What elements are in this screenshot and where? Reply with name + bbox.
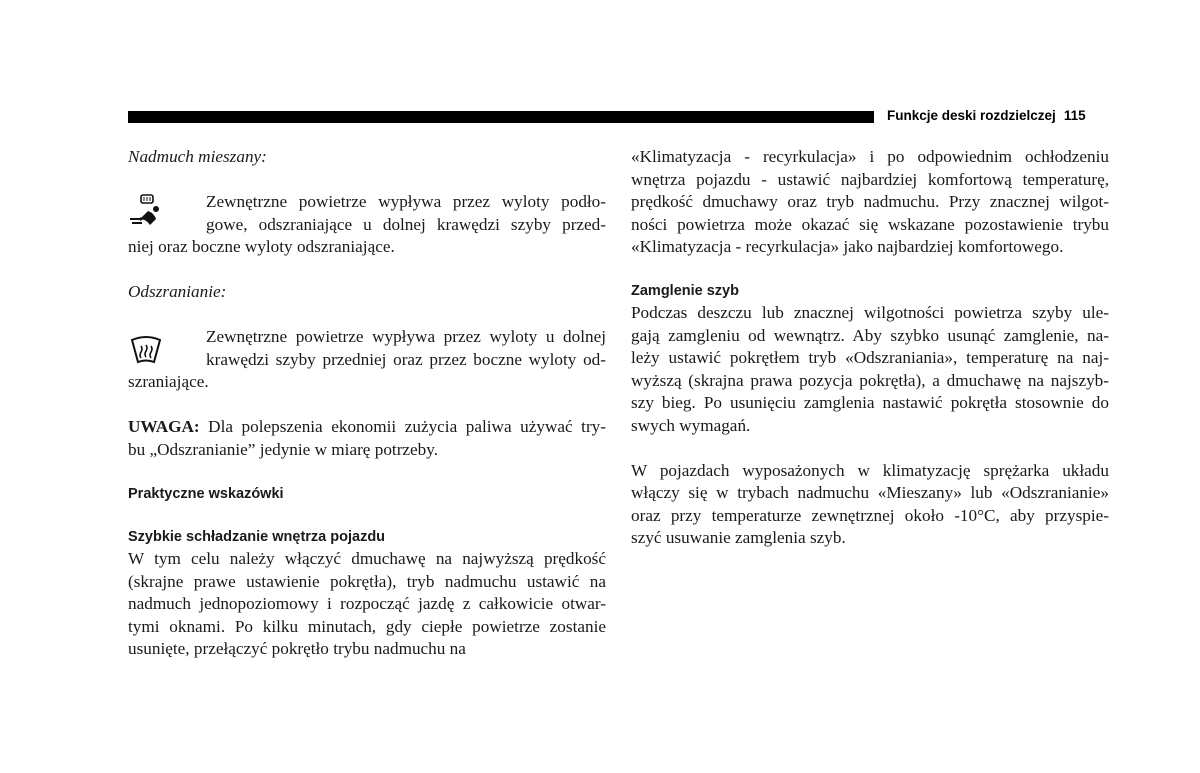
cooling-line-3: nadmuch jednopoziomowy i rozpocząć jazdę z całkowicie otwar- xyxy=(128,594,606,613)
cooling-heading: Szybkie schładzanie wnętrza pojazdu xyxy=(128,529,386,545)
right-column xyxy=(631,146,1109,550)
continuation-paragraph xyxy=(631,146,1109,259)
cooling-line-1: W tym celu należy włączyć dmuchawę na najwyższą prędkość xyxy=(128,549,606,568)
ac-paragraph xyxy=(631,460,1109,550)
fog-line-3: leży ustawić pokrętłem tryb «Odszraniania», temperaturę na naj- xyxy=(631,348,1109,367)
cont-line-4: ności powietrza może okazać się wskazane pozostawienie trybu xyxy=(631,214,1109,234)
fog-heading: Zamglenie szyb xyxy=(631,283,739,299)
fog-line-6: swych wymagań. xyxy=(631,415,751,435)
mixed-line-3: niej oraz boczne wyloty odszraniające. xyxy=(128,237,395,256)
tips-heading: Praktyczne wskazówki xyxy=(128,485,284,502)
mixed-heading: Nadmuch mieszany: xyxy=(128,147,267,166)
windshield-defrost-icon xyxy=(126,332,166,368)
defrost-line-2: krawędzi szyby przedniej oraz przez boczne wyloty od- xyxy=(206,349,606,369)
cont-line-1: «Klimatyzacja - recyrkulacja» i po odpowiednim ochłodzeniu xyxy=(631,147,1109,166)
cont-line-3: prędkość dmuchawy oraz tryb nadmuchu. Przy znacznej wilgot- xyxy=(631,192,1109,211)
note-line-2: bu „Odszranianie” jedynie w miarę potrzeby. xyxy=(128,439,439,459)
ac-line-3: oraz przy temperaturze zewnętrznej około -10°C, aby przyspie- xyxy=(631,505,1109,525)
defrost-line-3: szraniające. xyxy=(128,372,209,391)
running-header xyxy=(887,108,1086,123)
cooling-line-2: (skrajne prawe ustawienie pokrętła), tryb nadmuchu ustawić na xyxy=(128,571,606,591)
mixed-airflow-icon xyxy=(126,193,166,229)
fog-paragraph xyxy=(631,302,1109,437)
cont-line-5: «Klimatyzacja - recyrkulacja» jako najbardziej komfortowego. xyxy=(631,237,1064,256)
cont-line-2: wnętrza pojazdu - ustawić najbardziej komfortową temperaturę, xyxy=(631,169,1109,189)
fog-line-4: wyższą (skrajna prawa pozycja pokrętła), a dmuchawę na najszyb- xyxy=(631,370,1109,390)
ac-line-1: W pojazdach wyposażonych w klimatyzację sprężarka układu xyxy=(631,460,1109,480)
cooling-line-5: usunięte, przełączyć pokrętło trybu nadmuchu na xyxy=(128,639,466,658)
defrost-heading: Odszranianie: xyxy=(128,282,227,301)
note-line-1 xyxy=(128,416,606,439)
note-label: UWAGA: xyxy=(128,417,200,436)
section-title: Funkcje deski rozdzielczej xyxy=(887,108,1056,123)
mixed-paragraph xyxy=(128,191,606,259)
cooling-paragraph xyxy=(128,548,606,661)
fog-line-5: szy bieg. Po usunięciu zamglenia nastawić pokrętła stosownie do xyxy=(631,393,1109,412)
fog-line-2: gają zamgleniu od wewnątrz. Aby szybko usunąć zamglenie, na- xyxy=(631,325,1109,345)
mixed-line-2: gowe, odszraniające u dolnej krawędzi szyby przed- xyxy=(206,214,606,234)
defrost-line-1: Zewnętrzne powietrze wypływa przez wyloty u dolnej xyxy=(206,327,606,346)
left-column xyxy=(128,146,606,661)
ac-line-4: szyć usuwanie zamglenia szyb. xyxy=(631,528,846,547)
page-number: 115 xyxy=(1063,108,1086,123)
defrost-paragraph xyxy=(128,326,606,394)
ac-line-2: włączy się w trybach nadmuchu «Mieszany» lub «Odszranianie» xyxy=(631,483,1109,502)
header-rule xyxy=(128,111,874,123)
note-paragraph xyxy=(128,416,606,461)
mixed-line-1: Zewnętrzne powietrze wypływa przez wyloty podło- xyxy=(206,192,606,211)
cooling-line-4: tymi oknami. Po kilku minutach, gdy ciepłe powietrze zostanie xyxy=(128,616,606,636)
note-text-1: Dla polepszenia ekonomii zużycia paliwa używać try- xyxy=(199,417,606,436)
fog-line-1: Podczas deszczu lub znacznej wilgotności powietrza szyby ule- xyxy=(631,303,1109,322)
